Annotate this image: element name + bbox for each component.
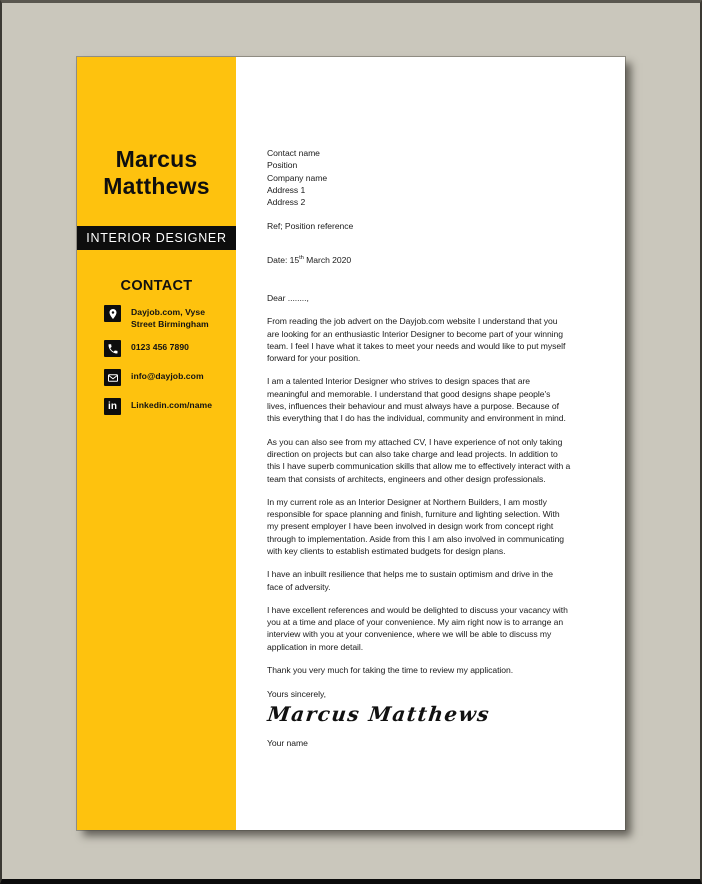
contact-item-address xyxy=(104,305,230,330)
linkedin-icon-glyph: in xyxy=(108,400,117,412)
linkedin-icon xyxy=(104,398,121,415)
salutation: Dear ........, xyxy=(267,292,309,303)
date-ordinal: th xyxy=(299,254,304,261)
contact-linkedin-text: Linkedin.com/name xyxy=(131,400,213,410)
sidebar xyxy=(77,57,236,830)
contact-item-email xyxy=(104,369,230,386)
cover-letter-page xyxy=(77,57,625,830)
signee-name-placeholder: Your name xyxy=(267,737,308,748)
letter-paragraph: In my current role as an Interior Designer at Northern Builders, I am mostly responsible for space planning and finish, furniture and lighting selection. With my present employer I have been involved in design work from concept right through to implementation. Aside from this I am also involved in communicating with key clients to establish estimated budgets for design plans. xyxy=(267,496,565,556)
letter-paragraph: I have excellent references and would be delighted to discuss your vacancy with you at a time and place of your convenience. My aim right now is to arrange an interview with you at your convenience, where we will be able to discuss my application in more detail. xyxy=(267,604,568,652)
contact-item-phone xyxy=(104,340,230,357)
letter-paragraph: As you can also see from my attached CV, I have experience of not only taking direction on projects but can also take charge and lead projects. In addition to this I have superb communication skills that allow me to effectively interact with a team that consists of architects, engineers and other design professionals. xyxy=(267,436,571,484)
contact-heading: CONTACT xyxy=(120,278,193,294)
letter-paragraph: I have an inbuilt resilience that helps me to sustain optimism and drive in the face of adversity. xyxy=(267,569,554,592)
recipient-position: Position xyxy=(267,160,298,171)
letter-paragraph: I am a talented Interior Designer who strives to design spaces that are meaningful and memorable. I understand that good designs shape people's lives, influences their behaviour and must always have a purpose. Because of this everything that I do has the individual, community and environment in mind. xyxy=(267,376,566,424)
location-pin-icon xyxy=(104,305,121,322)
recipient-address-2: Address 2 xyxy=(267,197,306,208)
email-icon xyxy=(104,369,121,386)
handwritten-signature: Marcus Matthews xyxy=(266,701,492,726)
reference-line: Ref; Position reference xyxy=(267,221,354,232)
phone-icon xyxy=(104,340,121,357)
contact-item-linkedin xyxy=(104,398,230,415)
recipient-company-name: Company name xyxy=(267,172,328,183)
contact-address-text: Dayjob.com, Vyse Street Birmingham xyxy=(131,307,209,329)
contact-email-text: info@dayjob.com xyxy=(131,371,204,381)
letter-body xyxy=(236,57,625,830)
letter-paragraph: Thank you very much for taking the time to review my application. xyxy=(267,665,514,676)
contact-list xyxy=(104,305,230,427)
date-prefix: Date: 15 xyxy=(267,254,300,265)
recipient-address-1: Address 1 xyxy=(267,184,306,195)
date-suffix: March 2020 xyxy=(303,254,352,265)
job-title-label: INTERIOR DESIGNER xyxy=(86,231,227,245)
letter-paragraph: From reading the job advert on the Dayjob.com website I understand that you are looking for an enthusiastic Interior Designer to become part of your winning team. I feel I have what it takes to meet your needs and would like to put myself forward for your position. xyxy=(267,316,566,364)
job-title-bar xyxy=(77,226,236,250)
candidate-name: Marcus Matthews xyxy=(103,146,210,199)
date-line xyxy=(267,252,571,266)
recipient-block xyxy=(267,147,571,208)
closing-line: Yours sincerely, xyxy=(267,689,326,700)
contact-phone-text: 0123 456 7890 xyxy=(131,342,189,352)
recipient-contact-name: Contact name xyxy=(267,148,320,158)
